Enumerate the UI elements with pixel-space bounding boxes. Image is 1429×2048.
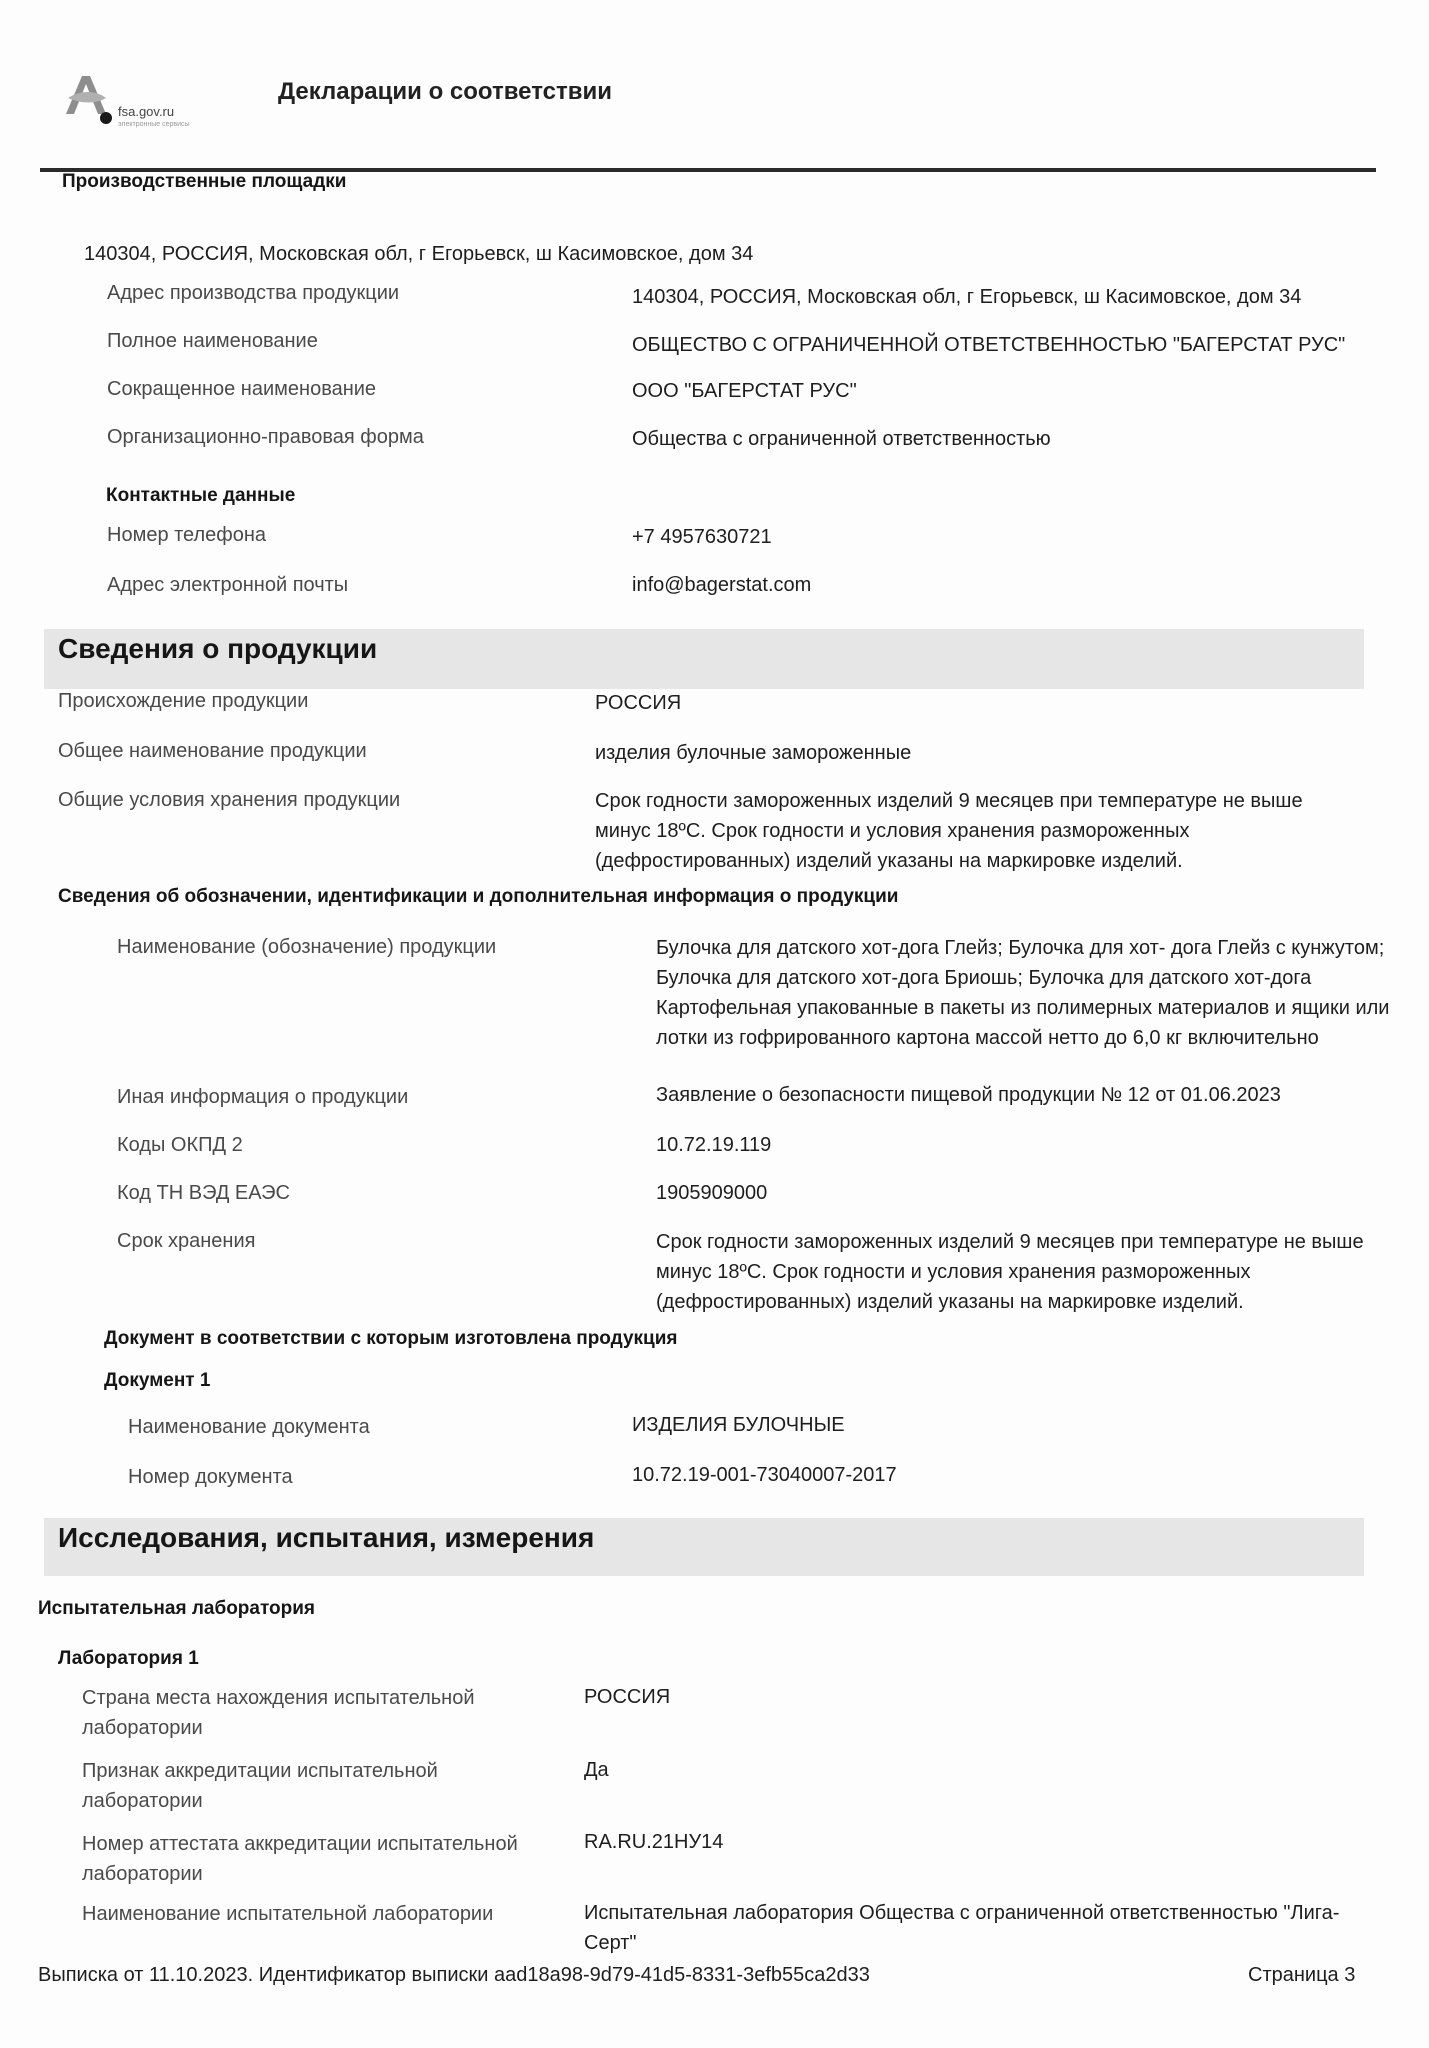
field-label: Наименование (обозначение) продукции [117,936,497,958]
field-value: Срок годности замороженных изделий 9 месяцев при температуре не выше минус 18ºС. Срок годности и условия хранения размороженных (дефростированных) изделий указаны на маркировке изделий. [656,1231,1364,1313]
field-value: 1905909000 [656,1182,768,1204]
lab-heading: Испытательная лаборатория [38,1598,316,1619]
field-label: Происхождение продукции [58,690,309,712]
field-value: RA.RU.21НУ14 [584,1831,724,1853]
field-label: Номер аттестата аккредитации испытательной лаборатории [82,1833,518,1885]
lab-subheading: Лаборатория 1 [58,1648,199,1669]
field-value: 10.72.19.119 [656,1134,772,1156]
production-site-address: 140304, РОССИЯ, Московская обл, г Егорьевск, ш Касимовское, дом 34 [84,243,754,265]
document-subheading: Документ 1 [104,1370,211,1391]
field-label: Признак аккредитации испытательной лаборатории [82,1760,438,1812]
field-value: РОССИЯ [584,1686,671,1708]
email-value: info@bagerstat.com [632,574,812,596]
page-title: Декларации о соответствии [278,78,612,105]
field-label: Срок хранения [117,1230,256,1252]
field-value: изделия булочные замороженные [595,742,912,764]
field-label: Общее наименование продукции [58,740,367,762]
field-label: Иная информация о продукции [117,1086,409,1108]
product-info-heading: Сведения о продукции [58,633,378,664]
field-label: Организационно-правовая форма [107,426,424,448]
field-label: Наименование документа [128,1416,370,1438]
field-value: 140304, РОССИЯ, Московская обл, г Егорьевск, ш Касимовское, дом 34 [632,286,1302,308]
field-label: Полное наименование [107,330,318,352]
field-value: Булочка для датского хот-дога Глейз; Булочка для хот- дога Глейз с кунжутом; Булочка для датского хот-дога Бриошь; Булочка для датского хот-дога Картофельная упакованные в пакеты из полимерных материалов и ящики или лотки из гофрированного картона массой нетто до 6,0 кг включительно [656,937,1390,1049]
contacts-heading: Контактные данные [106,485,296,506]
field-label: Сокращенное наименование [107,378,377,400]
field-value: Срок годности замороженных изделий 9 месяцев при температуре не выше минус 18ºС. Срок годности и условия хранения размороженных (дефростированных) изделий указаны на маркировке изделий. [595,790,1303,872]
designation-heading: Сведения об обозначении, идентификации и дополнительная информация о продукции [58,886,899,907]
field-value: РОССИЯ [595,692,682,714]
field-value: ООО "БАГЕРСТАТ РУС" [632,380,857,402]
field-value: Да [584,1759,609,1781]
field-value: ОБЩЕСТВО С ОГРАНИЧЕННОЙ ОТВЕТСТВЕННОСТЬЮ "БАГЕРСТАТ РУС" [632,334,1346,356]
fsa-logo-icon [56,68,120,128]
field-value: Испытательная лаборатория Общества с ограниченной ответственностью "Лига-Серт" [584,1902,1340,1954]
field-value: 10.72.19-001-73040007-2017 [632,1464,897,1486]
field-label: Номер телефона [107,524,267,546]
logo-subtitle: электронные сервисы [118,121,190,128]
field-label: Адрес производства продукции [107,282,400,304]
field-label: Наименование испытательной лаборатории [82,1903,494,1925]
document-heading: Документ в соответствии с которым изготовлена продукция [104,1328,678,1349]
field-label: Страна места нахождения испытательной лаборатории [82,1687,475,1739]
footer-statement: Выписка от 11.10.2023. Идентификатор выписки aad18a98-9d79-41d5-8331-3efb55ca2d33 [38,1964,870,1986]
field-value: Общества с ограниченной ответственностью [632,428,1051,450]
logo-site-text: fsa.gov.ru [118,104,175,119]
field-label: Код ТН ВЭД ЕАЭС [117,1182,290,1204]
research-heading: Исследования, испытания, измерения [58,1522,595,1553]
field-value: ИЗДЕЛИЯ БУЛОЧНЫЕ [632,1414,845,1436]
field-label: Общие условия хранения продукции [58,789,401,811]
page-number: Страница 3 [1248,1964,1356,1986]
field-label: Номер документа [128,1466,293,1488]
field-value: Заявление о безопасности пищевой продукции № 12 от 01.06.2023 [656,1084,1281,1106]
field-label: Адрес электронной почты [107,574,349,596]
phone-value: +7 4957630721 [632,526,772,548]
production-sites-heading: Производственные площадки [62,171,347,192]
field-label: Коды ОКПД 2 [117,1134,243,1156]
